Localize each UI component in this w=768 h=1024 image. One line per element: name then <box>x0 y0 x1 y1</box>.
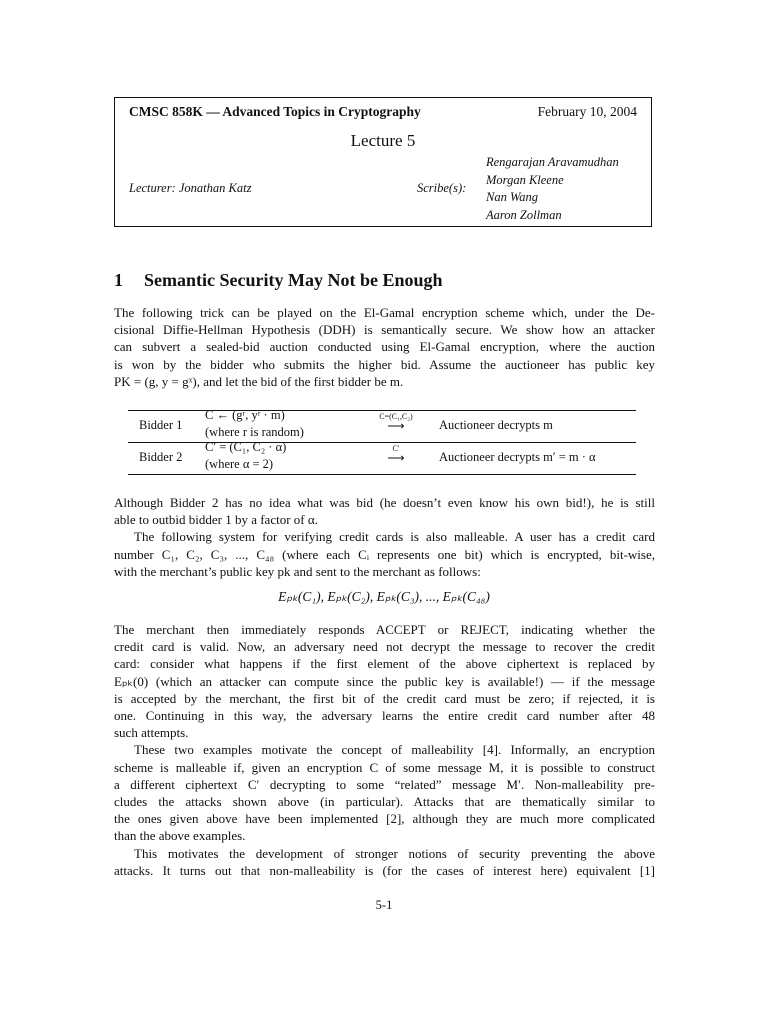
text-line: able to outbid bidder 1 by a factor of α. <box>114 512 318 528</box>
result-cell: Auctioneer decrypts m′ = m · α <box>439 450 596 464</box>
text-line: cisional Diffie-Hellman Hypothesis (DDH) is semantically secure. We show how an attacker <box>114 322 655 338</box>
text-line: scheme is malleable if, given an encryption C of some message M, it is possible to construct <box>114 759 655 775</box>
section-title: Semantic Security May Not be Enough <box>144 270 443 290</box>
text-line: the ones given above have been implemented [2], although they are much more complicated <box>114 811 655 827</box>
text-line: The merchant then immediately responds ACCEPT or REJECT, indicating whether the <box>114 622 655 637</box>
cipher-cell: C′ = (C₁, C₂ · α) <box>205 440 287 454</box>
lecturer: Lecturer: Jonathan Katz <box>129 181 252 195</box>
text-line: attacks. It turns out that non-malleability is (for the cases of interest here) equivalent [1] <box>114 862 655 878</box>
cipher-cell: C ← (gʳ, yʳ · m) <box>205 408 285 422</box>
text-line: Although Bidder 2 has no idea what was bid (he doesn’t even know his own bid!), he is still <box>114 495 655 510</box>
page-number: 5-1 <box>375 898 393 912</box>
right-arrow-icon: ⟶ <box>387 419 405 433</box>
arrow-label: C=(C₁,C₂) <box>379 412 413 421</box>
table-bottom-rule <box>128 474 636 475</box>
cipher-note: (where r is random) <box>205 425 304 439</box>
scribe-name: Morgan Kleene <box>486 172 564 187</box>
scribe-list <box>486 154 619 224</box>
intro-paragraph <box>114 304 655 390</box>
course-title: CMSC 858K — Advanced Topics in Cryptography <box>129 104 421 119</box>
bidder-cell: Bidder 2 <box>139 450 183 464</box>
send-arrow <box>368 412 424 431</box>
scribe-name: Aaron Zollman <box>486 207 562 222</box>
text-line: is won by the bidder who submits the higher bid. Assume the auctioneer has public key <box>114 356 655 372</box>
text-line: credit card is valid. Now, an adversary need not decrypt the message to recover the credit <box>114 639 655 655</box>
auction-table <box>128 410 636 474</box>
send-arrow <box>368 444 424 463</box>
text-line: is accepted by the merchant, the first bit of the credit card must be zero; if rejected, it is <box>114 690 655 706</box>
bidder-cell: Bidder 1 <box>139 418 183 432</box>
text-line: cludes the attacks shown above (in particular). Attacks that are thematically similar to <box>114 794 655 810</box>
body-paragraph-2 <box>114 494 655 580</box>
ciphertext-equation: Eₚₖ(C₁), Eₚₖ(C₂), Eₚₖ(C₃), ..., Eₚₖ(C₄₈) <box>278 589 490 604</box>
lecture-header-box <box>114 97 652 227</box>
lecture-date: February 10, 2004 <box>537 104 637 119</box>
text-line: The following trick can be played on the El-Gamal encryption scheme which, under the De- <box>114 305 655 320</box>
text-line: can subvert a sealed-bid auction conducted using El-Gamal encryption, where the auction <box>114 339 655 355</box>
section-heading <box>114 270 443 291</box>
scribe-label: Scribe(s): <box>417 181 467 195</box>
lecture-number: Lecture 5 <box>350 131 416 150</box>
scribe-name: Nan Wang <box>486 190 538 204</box>
text-line: The following system for verifying credit cards is also malleable. A user has a credit card <box>134 529 655 545</box>
result-cell: Auctioneer decrypts m <box>439 418 553 432</box>
right-arrow-icon: ⟶ <box>387 451 405 465</box>
text-line: one. Continuing in this way, the adversary learns the entire credit card number after 48 <box>114 708 655 724</box>
arrow-label: C′ <box>392 444 400 453</box>
body-paragraph-3 <box>114 621 655 879</box>
text-line: These two examples motivate the concept of malleability [4]. Informally, an encryption <box>134 742 655 758</box>
text-line: Eₚₖ(0) (which an attacker can compute since the public key is available!) — if the message <box>114 673 655 689</box>
text-line: such attempts. <box>114 725 189 741</box>
text-line: a different ciphertext C′ decrypting to some “related” message M′. Non-malleability pre- <box>114 776 655 792</box>
text-line: PK = (g, y = gˣ), and let the bid of the first bidder be m. <box>114 373 404 389</box>
section-number: 1 <box>114 270 123 290</box>
cipher-note: (where α = 2) <box>205 457 274 471</box>
text-line: with the merchant’s public key pk and sent to the merchant as follows: <box>114 563 481 579</box>
scribe-name: Rengarajan Aravamudhan <box>486 155 619 169</box>
text-line: card: consider what happens if the first element of the above ciphertext is replaced by <box>114 656 655 672</box>
text-line: than the above examples. <box>114 828 246 844</box>
text-line: This motivates the development of stronger notions of security preventing the above <box>134 845 655 861</box>
text-line: number C₁, C₂, C₃, ..., C₄₈ (where each Cᵢ represents one bit) which is encrypted, bit-wise, <box>114 546 655 562</box>
